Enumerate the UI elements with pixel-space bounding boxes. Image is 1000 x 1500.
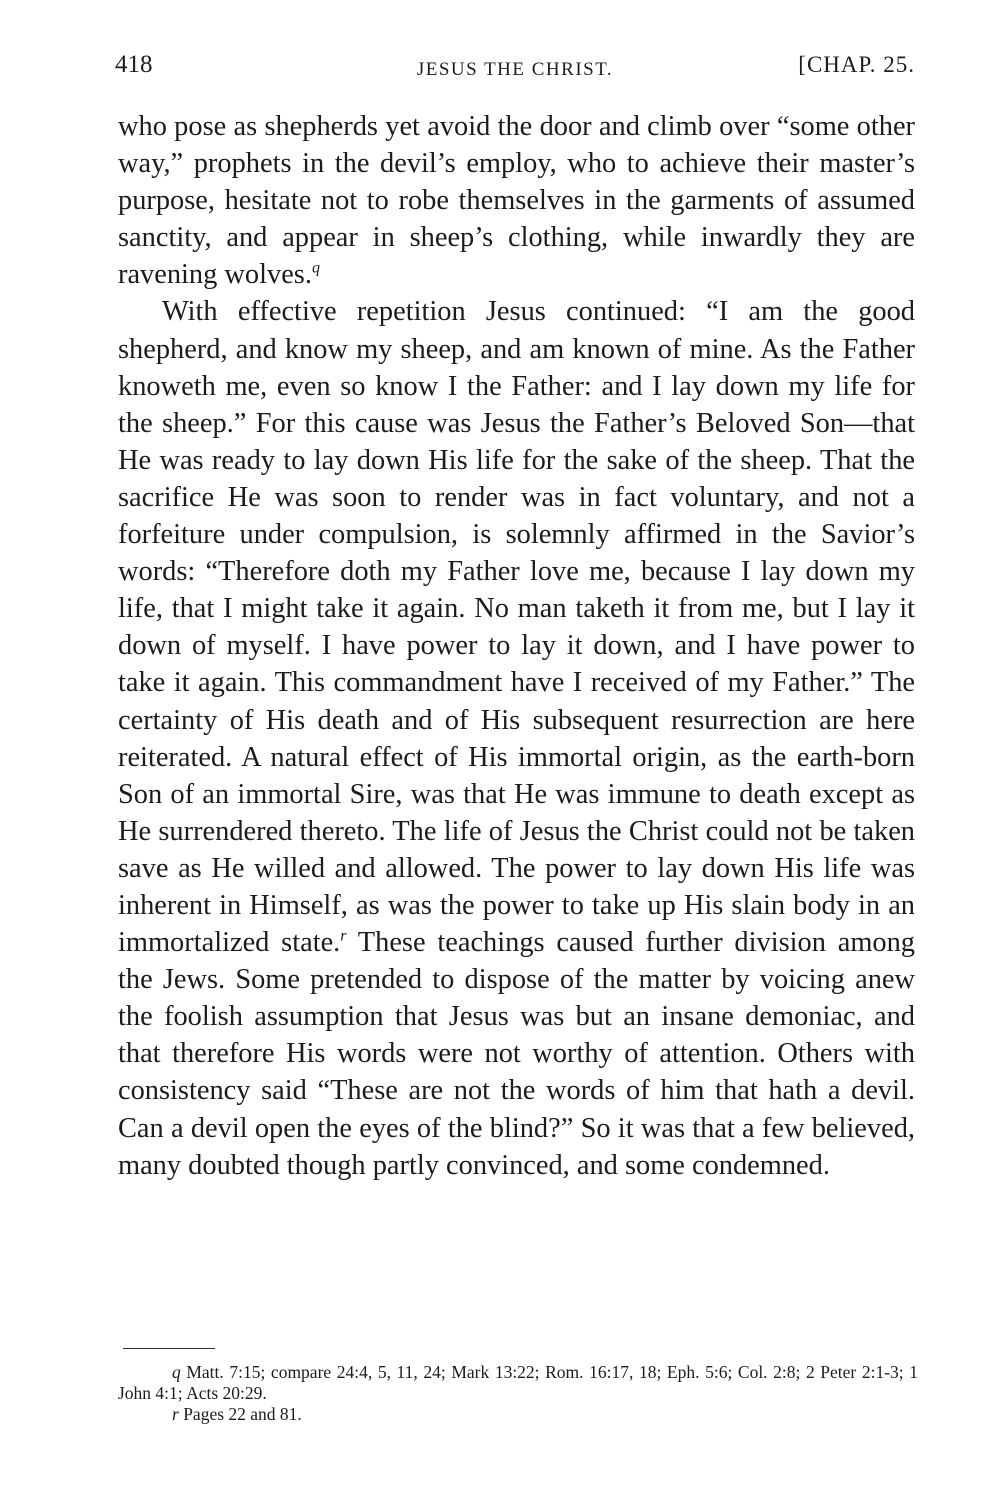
page-header	[115, 50, 915, 90]
footnote-r-mark: r	[172, 1404, 179, 1424]
paragraph-2-text-b: These teachings caused further division among the Jews. Some pretended to dispose of the matter by voicing anew the foolish assumption that Jesus was but an insane demoniac, and that therefore His words were not worthy of attention. Others with consistency said “These are not the words of him that hath a devil. Can a devil open the eyes of the blind?” So it was that a few believed, many doubted though partly convinced, and some condemned.	[118, 927, 915, 1181]
paragraph-1-text: who pose as shepherds yet avoid the door and climb over “some other way,” prophets in the devil’s employ, who to achieve their master’s purpose, hesitate not to robe themselves in the garments of assumed sanctity, and appear in sheep’s clothing, while inwardly they are ravening wolves.	[118, 111, 915, 291]
footnote-q	[118, 1362, 918, 1404]
paragraph-2-text-a: With effective repetition Jesus continued: “I am the good shepherd, and know my sheep, and am known of mine. As the Father knoweth me, even so know I the Father: and I lay down my life for the sheep.” For this cause was Jesus the Father’s Beloved Son—that He was ready to lay down His life for the sake of the sheep. That the sacrifice He was soon to render was in fact voluntary, and not a forfeiture under compulsion, is solemnly affirmed in the Savior’s words: “Therefore doth my Father love me, because I lay down my life, that I might take it again. No man taketh it from me, but I lay it down of myself. I have power to lay it down, and I have power to take it again. This commandment have I received of my Father.” The certainty of His death and of His subsequent resurrection are here reiterated. A natural effect of His immortal origin, as the earth-born Son of an immortal Sire, was that He was immune to death except as He surrendered thereto. The life of Jesus the Christ could not be taken save as He willed and allowed. The power to lay down His life was inherent in Himself, as was the power to take up His slain body in an immortalized state.	[118, 296, 915, 959]
chapter-label: [CHAP. 25.	[798, 52, 915, 77]
footnote-r-text: Pages 22 and 81.	[183, 1404, 302, 1424]
footnote-q-text: Matt. 7:15; compare 24:4, 5, 11, 24; Mark 13:22; Rom. 16:17, 18; Eph. 5:6; Col. 2:8; 2 Peter 2:1-3; 1 John 4:1; Acts 20:29.	[118, 1362, 918, 1403]
footnote-ref-r: r	[340, 927, 347, 945]
running-title: JESUS THE CHRIST.	[416, 59, 614, 80]
footnote-q-mark: q	[172, 1362, 181, 1382]
page-number: 418	[115, 51, 153, 78]
main-text	[118, 108, 915, 1184]
paragraph-1	[118, 108, 915, 293]
footnote-ref-q: q	[311, 259, 320, 277]
footnotes	[118, 1362, 918, 1425]
paragraph-2	[118, 293, 915, 1183]
footnote-divider	[123, 1348, 215, 1349]
footnote-r	[118, 1404, 918, 1425]
